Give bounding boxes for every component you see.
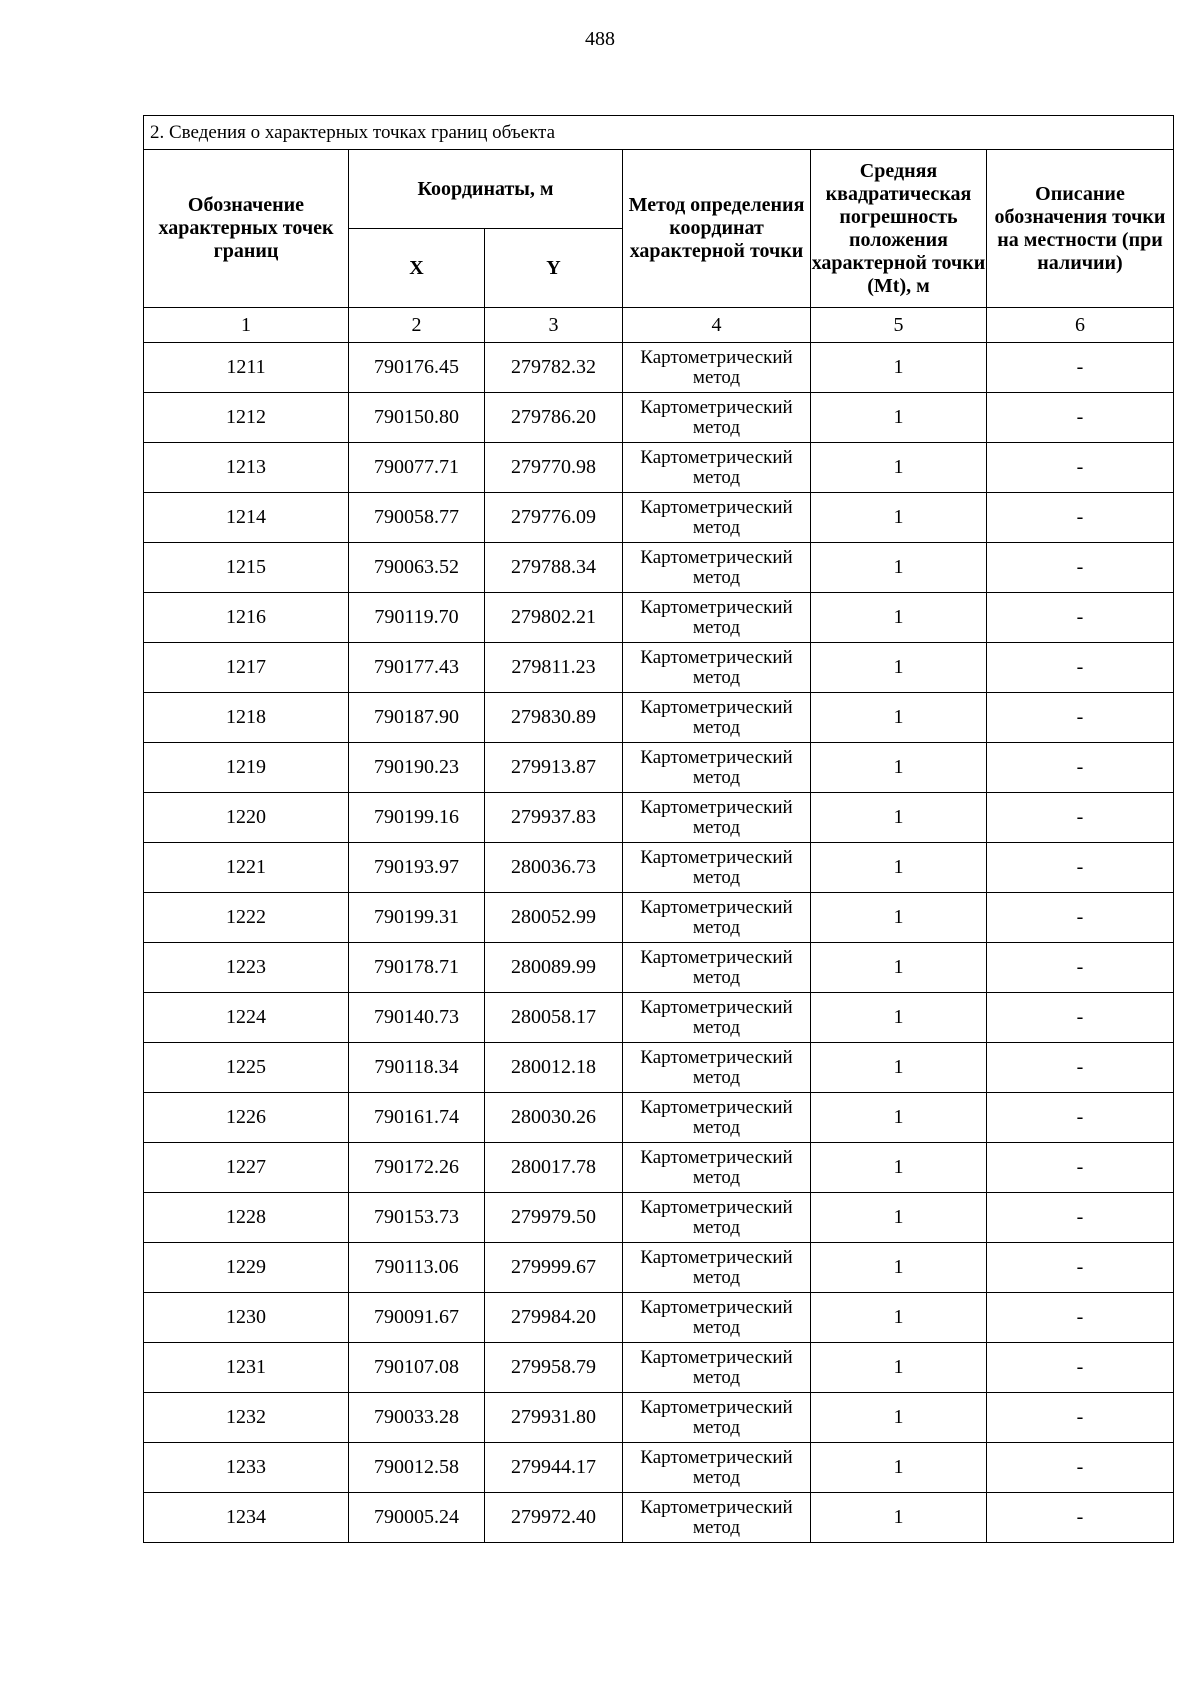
- column-numbers-row: [144, 308, 1174, 343]
- error-cell: 1: [811, 1143, 987, 1193]
- column-number: 2: [349, 308, 485, 343]
- point-cell: 1220: [144, 793, 349, 843]
- table-row: [144, 393, 1174, 443]
- column-number: 5: [811, 308, 987, 343]
- description-cell: -: [987, 743, 1174, 793]
- y-coordinate-cell: 280030.26: [485, 1093, 623, 1143]
- point-cell: 1214: [144, 493, 349, 543]
- x-coordinate-cell: 790199.16: [349, 793, 485, 843]
- method-line: метод: [692, 816, 741, 838]
- y-coordinate-cell: 279958.79: [485, 1343, 623, 1393]
- error-cell: 1: [811, 743, 987, 793]
- y-coordinate-cell: 279770.98: [485, 443, 623, 493]
- x-coordinate-cell: 790161.74: [349, 1093, 485, 1143]
- method-line: Картометрический: [640, 1346, 793, 1368]
- point-cell: 1226: [144, 1093, 349, 1143]
- method-cell: [623, 493, 811, 543]
- error-cell: 1: [811, 343, 987, 393]
- method-line: метод: [692, 766, 741, 788]
- column-number: 1: [144, 308, 349, 343]
- error-cell: 1: [811, 1393, 987, 1443]
- table-row: [144, 943, 1174, 993]
- method-line: метод: [692, 1466, 741, 1488]
- table-body: [144, 343, 1174, 1543]
- table-row: [144, 1343, 1174, 1393]
- method-line: Картометрический: [640, 346, 793, 368]
- method-line: Картометрический: [640, 396, 793, 418]
- header-method: Метод определения координат характерной точки: [623, 150, 811, 308]
- error-cell: 1: [811, 1243, 987, 1293]
- method-line: Картометрический: [640, 1496, 793, 1518]
- x-coordinate-cell: 790187.90: [349, 693, 485, 743]
- point-cell: 1212: [144, 393, 349, 443]
- y-coordinate-cell: 279999.67: [485, 1243, 623, 1293]
- method-cell: [623, 543, 811, 593]
- method-line: метод: [692, 1116, 741, 1138]
- method-line: Картометрический: [640, 496, 793, 518]
- y-coordinate-cell: 279811.23: [485, 643, 623, 693]
- method-line: метод: [692, 1216, 741, 1238]
- x-coordinate-cell: 790107.08: [349, 1343, 485, 1393]
- method-cell: [623, 1343, 811, 1393]
- y-coordinate-cell: 280089.99: [485, 943, 623, 993]
- point-cell: 1231: [144, 1343, 349, 1393]
- y-coordinate-cell: 279984.20: [485, 1293, 623, 1343]
- header-x: X: [349, 229, 485, 308]
- method-line: метод: [692, 1416, 741, 1438]
- error-cell: 1: [811, 1043, 987, 1093]
- table-row: [144, 893, 1174, 943]
- description-cell: -: [987, 1493, 1174, 1543]
- error-cell: 1: [811, 843, 987, 893]
- point-cell: 1213: [144, 443, 349, 493]
- x-coordinate-cell: 790012.58: [349, 1443, 485, 1493]
- description-cell: -: [987, 543, 1174, 593]
- method-cell: [623, 743, 811, 793]
- description-cell: -: [987, 1243, 1174, 1293]
- method-line: метод: [692, 616, 741, 638]
- page-number: 488: [585, 28, 615, 50]
- header-coordinates: Координаты, м: [349, 150, 623, 229]
- method-line: метод: [692, 516, 741, 538]
- x-coordinate-cell: 790172.26: [349, 1143, 485, 1193]
- error-cell: 1: [811, 1343, 987, 1393]
- y-coordinate-cell: 280017.78: [485, 1143, 623, 1193]
- y-coordinate-cell: 279972.40: [485, 1493, 623, 1543]
- method-line: Картометрический: [640, 1296, 793, 1318]
- error-cell: 1: [811, 543, 987, 593]
- y-coordinate-cell: 279913.87: [485, 743, 623, 793]
- table-row: [144, 693, 1174, 743]
- x-coordinate-cell: 790113.06: [349, 1243, 485, 1293]
- method-cell: [623, 1443, 811, 1493]
- column-number: 3: [485, 308, 623, 343]
- description-cell: -: [987, 693, 1174, 743]
- x-coordinate-cell: 790118.34: [349, 1043, 485, 1093]
- method-cell: [623, 1093, 811, 1143]
- method-cell: [623, 1393, 811, 1443]
- point-cell: 1224: [144, 993, 349, 1043]
- error-cell: 1: [811, 593, 987, 643]
- description-cell: -: [987, 1393, 1174, 1443]
- table-row: [144, 1243, 1174, 1293]
- point-cell: 1230: [144, 1293, 349, 1343]
- y-coordinate-cell: 279782.32: [485, 343, 623, 393]
- description-cell: -: [987, 893, 1174, 943]
- method-line: Картометрический: [640, 1096, 793, 1118]
- x-coordinate-cell: 790190.23: [349, 743, 485, 793]
- x-coordinate-cell: 790077.71: [349, 443, 485, 493]
- x-coordinate-cell: 790193.97: [349, 843, 485, 893]
- table-row: [144, 743, 1174, 793]
- point-cell: 1234: [144, 1493, 349, 1543]
- description-cell: -: [987, 1143, 1174, 1193]
- table-row: [144, 1293, 1174, 1343]
- description-cell: -: [987, 1193, 1174, 1243]
- error-cell: 1: [811, 643, 987, 693]
- y-coordinate-cell: 279788.34: [485, 543, 623, 593]
- method-line: метод: [692, 566, 741, 588]
- method-line: Картометрический: [640, 1196, 793, 1218]
- method-line: метод: [692, 866, 741, 888]
- method-cell: [623, 943, 811, 993]
- method-line: Картометрический: [640, 546, 793, 568]
- table-row: [144, 1443, 1174, 1493]
- error-cell: 1: [811, 993, 987, 1043]
- method-line: Картометрический: [640, 1396, 793, 1418]
- y-coordinate-cell: 279944.17: [485, 1443, 623, 1493]
- method-cell: [623, 1293, 811, 1343]
- y-coordinate-cell: 280052.99: [485, 893, 623, 943]
- x-coordinate-cell: 790033.28: [349, 1393, 485, 1443]
- y-coordinate-cell: 279786.20: [485, 393, 623, 443]
- header-y: Y: [485, 229, 623, 308]
- point-cell: 1232: [144, 1393, 349, 1443]
- table-row: [144, 593, 1174, 643]
- section-title: 2. Сведения о характерных точках границ объекта: [144, 116, 1174, 150]
- method-cell: [623, 1493, 811, 1543]
- method-line: Картометрический: [640, 1046, 793, 1068]
- description-cell: -: [987, 493, 1174, 543]
- error-cell: 1: [811, 493, 987, 543]
- error-cell: 1: [811, 1293, 987, 1343]
- description-cell: -: [987, 843, 1174, 893]
- method-cell: [623, 843, 811, 893]
- method-line: метод: [692, 466, 741, 488]
- description-cell: -: [987, 993, 1174, 1043]
- point-cell: 1221: [144, 843, 349, 893]
- y-coordinate-cell: 280012.18: [485, 1043, 623, 1093]
- method-cell: [623, 393, 811, 443]
- table-row: [144, 643, 1174, 693]
- error-cell: 1: [811, 1193, 987, 1243]
- method-line: метод: [692, 1516, 741, 1538]
- method-line: метод: [692, 716, 741, 738]
- table-row: [144, 993, 1174, 1043]
- method-line: Картометрический: [640, 896, 793, 918]
- method-line: метод: [692, 1166, 741, 1188]
- description-cell: -: [987, 1093, 1174, 1143]
- method-line: Картометрический: [640, 646, 793, 668]
- method-cell: [623, 1193, 811, 1243]
- point-cell: 1219: [144, 743, 349, 793]
- method-line: метод: [692, 966, 741, 988]
- table-row: [144, 843, 1174, 893]
- method-cell: [623, 1143, 811, 1193]
- description-cell: -: [987, 393, 1174, 443]
- header-designation: Обозначение характерных точек границ: [144, 150, 349, 308]
- error-cell: 1: [811, 393, 987, 443]
- description-cell: -: [987, 593, 1174, 643]
- header-description: Описание обозначения точки на местности (при наличии): [987, 150, 1174, 308]
- method-cell: [623, 1243, 811, 1293]
- column-number: 6: [987, 308, 1174, 343]
- method-line: метод: [692, 416, 741, 438]
- method-cell: [623, 993, 811, 1043]
- y-coordinate-cell: 279937.83: [485, 793, 623, 843]
- error-cell: 1: [811, 893, 987, 943]
- x-coordinate-cell: 790091.67: [349, 1293, 485, 1343]
- y-coordinate-cell: 279979.50: [485, 1193, 623, 1243]
- method-line: Картометрический: [640, 1446, 793, 1468]
- error-cell: 1: [811, 1443, 987, 1493]
- characteristic-points-table: [143, 115, 1174, 1543]
- method-line: метод: [692, 666, 741, 688]
- point-cell: 1218: [144, 693, 349, 743]
- point-cell: 1223: [144, 943, 349, 993]
- table-row: [144, 1393, 1174, 1443]
- error-cell: 1: [811, 1493, 987, 1543]
- error-cell: 1: [811, 943, 987, 993]
- description-cell: -: [987, 1443, 1174, 1493]
- column-number: 4: [623, 308, 811, 343]
- method-line: Картометрический: [640, 746, 793, 768]
- error-cell: 1: [811, 443, 987, 493]
- table-row: [144, 1093, 1174, 1143]
- x-coordinate-cell: 790150.80: [349, 393, 485, 443]
- x-coordinate-cell: 790063.52: [349, 543, 485, 593]
- method-line: метод: [692, 1066, 741, 1088]
- method-cell: [623, 443, 811, 493]
- point-cell: 1216: [144, 593, 349, 643]
- table-row: [144, 1043, 1174, 1093]
- y-coordinate-cell: 280058.17: [485, 993, 623, 1043]
- table-row: [144, 1493, 1174, 1543]
- y-coordinate-cell: 279830.89: [485, 693, 623, 743]
- y-coordinate-cell: 279931.80: [485, 1393, 623, 1443]
- method-line: Картометрический: [640, 446, 793, 468]
- method-cell: [623, 1043, 811, 1093]
- table-row: [144, 493, 1174, 543]
- x-coordinate-cell: 790058.77: [349, 493, 485, 543]
- table-row: [144, 1143, 1174, 1193]
- method-line: Картометрический: [640, 996, 793, 1018]
- x-coordinate-cell: 790119.70: [349, 593, 485, 643]
- method-cell: [623, 793, 811, 843]
- method-cell: [623, 643, 811, 693]
- table-row: [144, 443, 1174, 493]
- point-cell: 1217: [144, 643, 349, 693]
- method-line: Картометрический: [640, 946, 793, 968]
- method-line: Картометрический: [640, 596, 793, 618]
- method-cell: [623, 593, 811, 643]
- method-cell: [623, 893, 811, 943]
- error-cell: 1: [811, 1093, 987, 1143]
- y-coordinate-cell: 280036.73: [485, 843, 623, 893]
- point-cell: 1215: [144, 543, 349, 593]
- y-coordinate-cell: 279776.09: [485, 493, 623, 543]
- point-cell: 1233: [144, 1443, 349, 1493]
- method-line: Картометрический: [640, 796, 793, 818]
- table-row: [144, 543, 1174, 593]
- point-cell: 1225: [144, 1043, 349, 1093]
- method-line: метод: [692, 1266, 741, 1288]
- method-line: метод: [692, 1366, 741, 1388]
- method-line: Картометрический: [640, 1146, 793, 1168]
- description-cell: -: [987, 793, 1174, 843]
- description-cell: -: [987, 1293, 1174, 1343]
- method-line: метод: [692, 1316, 741, 1338]
- x-coordinate-cell: 790199.31: [349, 893, 485, 943]
- point-cell: 1211: [144, 343, 349, 393]
- method-line: метод: [692, 1016, 741, 1038]
- description-cell: -: [987, 643, 1174, 693]
- table-row: [144, 343, 1174, 393]
- x-coordinate-cell: 790140.73: [349, 993, 485, 1043]
- description-cell: -: [987, 1343, 1174, 1393]
- x-coordinate-cell: 790176.45: [349, 343, 485, 393]
- method-cell: [623, 693, 811, 743]
- error-cell: 1: [811, 793, 987, 843]
- x-coordinate-cell: 790153.73: [349, 1193, 485, 1243]
- x-coordinate-cell: 790178.71: [349, 943, 485, 993]
- method-cell: [623, 343, 811, 393]
- point-cell: 1227: [144, 1143, 349, 1193]
- error-cell: 1: [811, 693, 987, 743]
- y-coordinate-cell: 279802.21: [485, 593, 623, 643]
- x-coordinate-cell: 790005.24: [349, 1493, 485, 1543]
- method-line: Картометрический: [640, 696, 793, 718]
- description-cell: -: [987, 943, 1174, 993]
- description-cell: -: [987, 1043, 1174, 1093]
- table-row: [144, 793, 1174, 843]
- method-line: Картометрический: [640, 1246, 793, 1268]
- method-line: метод: [692, 366, 741, 388]
- description-cell: -: [987, 343, 1174, 393]
- point-cell: 1229: [144, 1243, 349, 1293]
- x-coordinate-cell: 790177.43: [349, 643, 485, 693]
- point-cell: 1222: [144, 893, 349, 943]
- table-row: [144, 1193, 1174, 1243]
- description-cell: -: [987, 443, 1174, 493]
- point-cell: 1228: [144, 1193, 349, 1243]
- header-error: Средняя квадратическая погрешность положения характерной точки (Mt), м: [811, 150, 987, 308]
- method-line: метод: [692, 916, 741, 938]
- method-line: Картометрический: [640, 846, 793, 868]
